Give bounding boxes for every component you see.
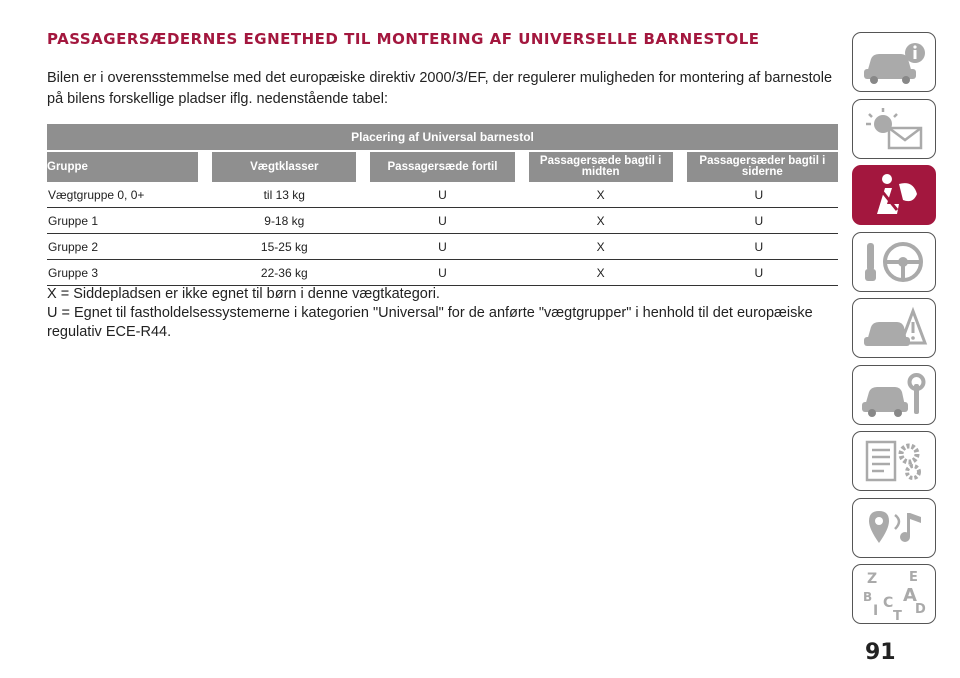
header-front-seat: Passagersæde fortil [363, 151, 521, 182]
tab-vehicle-info[interactable] [852, 32, 936, 92]
cell-weight: til 13 kg [205, 182, 363, 208]
alphabetical-index-icon [859, 567, 929, 621]
car-warning-icon [859, 303, 929, 353]
page-number: 91 [865, 640, 896, 665]
note-x: X = Siddepladsen er ikke egnet til børn i denne vægtkategori. [47, 286, 440, 302]
cell-rear-sides: U [680, 260, 838, 286]
table-caption: Placering af Universal barnestol [47, 124, 838, 151]
index-letter: I [873, 603, 879, 619]
chapter-sidebar [852, 32, 938, 631]
car-wrench-icon [859, 370, 929, 420]
index-letter: D [915, 602, 926, 617]
cell-group: Gruppe 3 [47, 260, 205, 286]
header-weight: Vægtklasser [205, 151, 363, 182]
header-group: Gruppe [47, 151, 205, 182]
cell-weight: 22-36 kg [205, 260, 363, 286]
tab-starting-driving[interactable] [852, 232, 936, 292]
cell-front: U [363, 260, 521, 286]
seat-airbag-icon [859, 170, 929, 220]
key-steering-wheel-icon [859, 237, 929, 287]
table-row [47, 234, 838, 260]
legend-notes [47, 285, 837, 342]
note-u: U = Egnet til fastholdelsessystemerne i kategorien "Universal" for de anførte "vægtgrupper" i henhold til det europæiske regulativ ECE-R44. [47, 305, 813, 340]
cell-rear-middle: X [522, 260, 680, 286]
tab-index[interactable] [852, 564, 936, 624]
header-rear-middle: Passagersæde bagtil i midten [522, 151, 680, 182]
tab-safety[interactable] [852, 165, 936, 225]
cell-rear-middle: X [522, 182, 680, 208]
tab-lights-messages[interactable] [852, 99, 936, 159]
cell-group: Gruppe 1 [47, 208, 205, 234]
cell-group: Vægtgruppe 0, 0+ [47, 182, 205, 208]
index-letter: E [909, 570, 918, 585]
index-letter: A [903, 585, 917, 606]
page-title: PASSAGERSÆDERNES EGNETHED TIL MONTERING AF UNIVERSELLE BARNESTOLE [47, 30, 760, 48]
index-letter: T [893, 609, 902, 621]
tab-multimedia[interactable] [852, 498, 936, 558]
index-letter: Z [867, 571, 878, 587]
table-row [47, 182, 838, 208]
cell-rear-middle: X [522, 234, 680, 260]
cell-rear-sides: U [680, 208, 838, 234]
cell-front: U [363, 208, 521, 234]
header-rear-sides: Passagersæder bagtil i siderne [680, 151, 838, 182]
cell-weight: 9-18 kg [205, 208, 363, 234]
cell-rear-sides: U [680, 182, 838, 208]
lights-message-icon [859, 104, 929, 154]
intro-paragraph: Bilen er i overensstemmelse med det europæiske direktiv 2000/3/EF, der regulerer muligheden for montering af barnestole på bilens forskellige pladser iflg. nedenstående tabel: [47, 70, 833, 107]
cell-front: U [363, 182, 521, 208]
tab-maintenance[interactable] [852, 365, 936, 425]
car-info-icon [859, 37, 929, 87]
cell-group: Gruppe 2 [47, 234, 205, 260]
specs-gears-icon [859, 436, 929, 486]
multimedia-icon [859, 503, 929, 553]
index-letter: B [863, 590, 873, 604]
index-letter: C [883, 595, 894, 611]
cell-front: U [363, 234, 521, 260]
cell-rear-sides: U [680, 234, 838, 260]
tab-technical-data[interactable] [852, 431, 936, 491]
child-seat-table [47, 124, 838, 286]
cell-weight: 15-25 kg [205, 234, 363, 260]
cell-rear-middle: X [522, 208, 680, 234]
table-row [47, 208, 838, 234]
tab-emergency[interactable] [852, 298, 936, 358]
table-row [47, 260, 838, 286]
